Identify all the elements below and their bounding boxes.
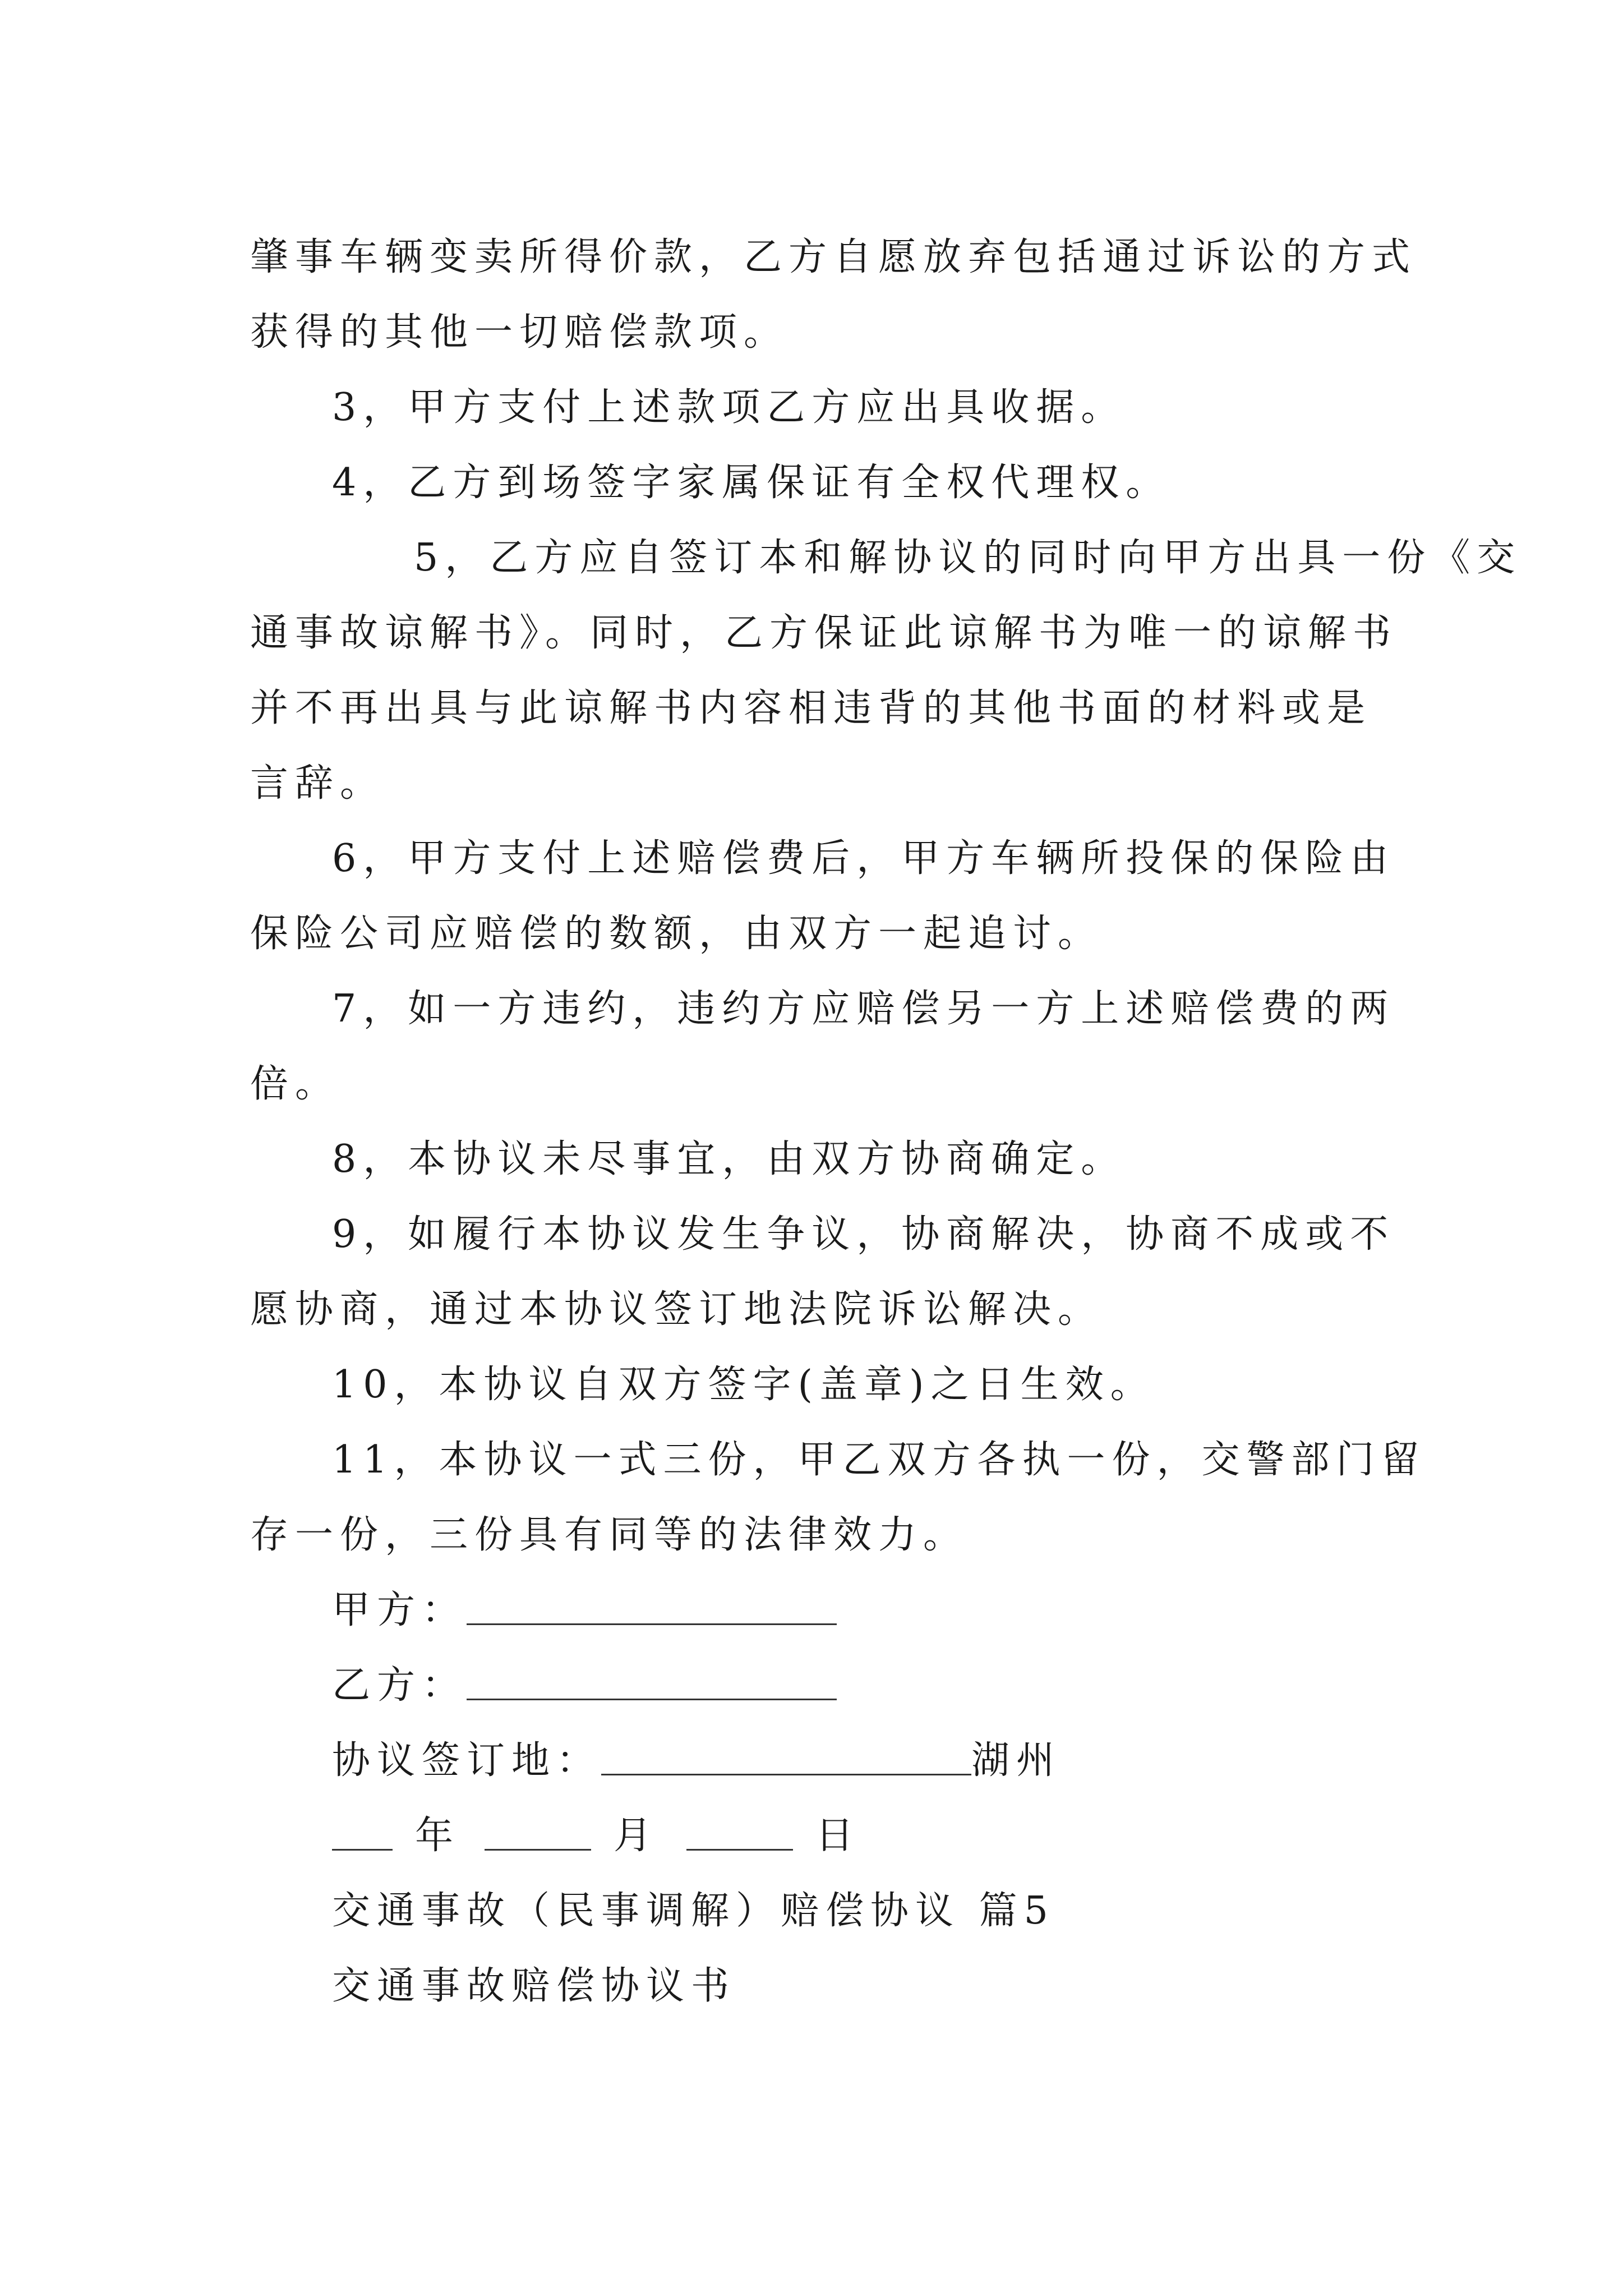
clause-7 xyxy=(250,972,1394,1122)
month-label: 月 xyxy=(614,1814,659,1858)
party-b-signature-line xyxy=(250,1648,1394,1723)
paragraph-continuation xyxy=(250,220,1417,370)
signing-place-line xyxy=(250,1723,1394,1798)
month-blank[interactable] xyxy=(485,1813,591,1851)
clause-3: 3，甲方支付上述款项乙方应出具收据。 xyxy=(332,385,1126,430)
text-line: 7，如一方违约，违约方应赔偿另一方上述赔偿费的两 xyxy=(332,987,1395,1031)
party-b-blank[interactable] xyxy=(467,1663,837,1700)
text-line: 6，甲方支付上述赔偿费后，甲方车辆所投保的保险由 xyxy=(332,836,1395,881)
year-label: 年 xyxy=(415,1814,460,1858)
signing-date-line xyxy=(250,1798,1394,1874)
party-a-blank[interactable] xyxy=(467,1588,837,1625)
text-line: 肇事车辆变卖所得价款，乙方自愿放弃包括通过诉讼的方式 xyxy=(250,235,1417,279)
text-line: 存一份，三份具有同等的法律效力。 xyxy=(250,1513,969,1557)
text-line: 获得的其他一切赔偿款项。 xyxy=(250,310,789,355)
clause-11 xyxy=(250,1423,1426,1573)
clause-6 xyxy=(250,821,1394,972)
clause-5 xyxy=(250,521,1522,821)
year-blank[interactable] xyxy=(332,1813,393,1851)
text-line: 通事故谅解书》。同时，乙方保证此谅解书为唯一的谅解书 xyxy=(250,611,1398,655)
clause-9 xyxy=(250,1197,1394,1347)
section-heading: 交通事故（民事调解）赔偿协议 篇5 xyxy=(332,1889,1055,1933)
clause-4: 4，乙方到场签字家属保证有全权代理权。 xyxy=(332,461,1171,505)
signing-place-value: 湖州 xyxy=(971,1738,1062,1783)
text-line: 言辞。 xyxy=(250,761,385,806)
text-line: 并不再出具与此谅解书内容相违背的其他书面的材料或是 xyxy=(250,686,1372,730)
text-line: 愿协商，通过本协议签订地法院诉讼解决。 xyxy=(250,1287,1103,1332)
day-blank[interactable] xyxy=(686,1813,793,1851)
text-line: 9，如履行本协议发生争议，协商解决，协商不成或不 xyxy=(332,1212,1395,1257)
signing-place-blank[interactable] xyxy=(601,1738,971,1775)
text-line: 5，乙方应自签订本和解协议的同时向甲方出具一份《交 xyxy=(414,536,1522,580)
text-line: 倍。 xyxy=(250,1062,340,1106)
text-line: 11，本协议一式三份，甲乙双方各执一份，交警部门留 xyxy=(332,1438,1426,1482)
section-subheading: 交通事故赔偿协议书 xyxy=(332,1964,736,2008)
day-label: 日 xyxy=(815,1814,861,1858)
text-line: 保险公司应赔偿的数额，由双方一起追讨。 xyxy=(250,912,1103,956)
party-a-label: 甲方： xyxy=(332,1588,467,1632)
party-b-label: 乙方： xyxy=(332,1663,467,1708)
signing-place-label: 协议签订地： xyxy=(332,1738,602,1783)
party-a-signature-line xyxy=(250,1573,1394,1648)
document-body xyxy=(250,220,1522,2024)
clause-10: 10，本协议自双方签字(盖章)之日生效。 xyxy=(332,1363,1155,1407)
clause-8: 8，本协议未尽事宜，由双方协商确定。 xyxy=(332,1137,1126,1181)
